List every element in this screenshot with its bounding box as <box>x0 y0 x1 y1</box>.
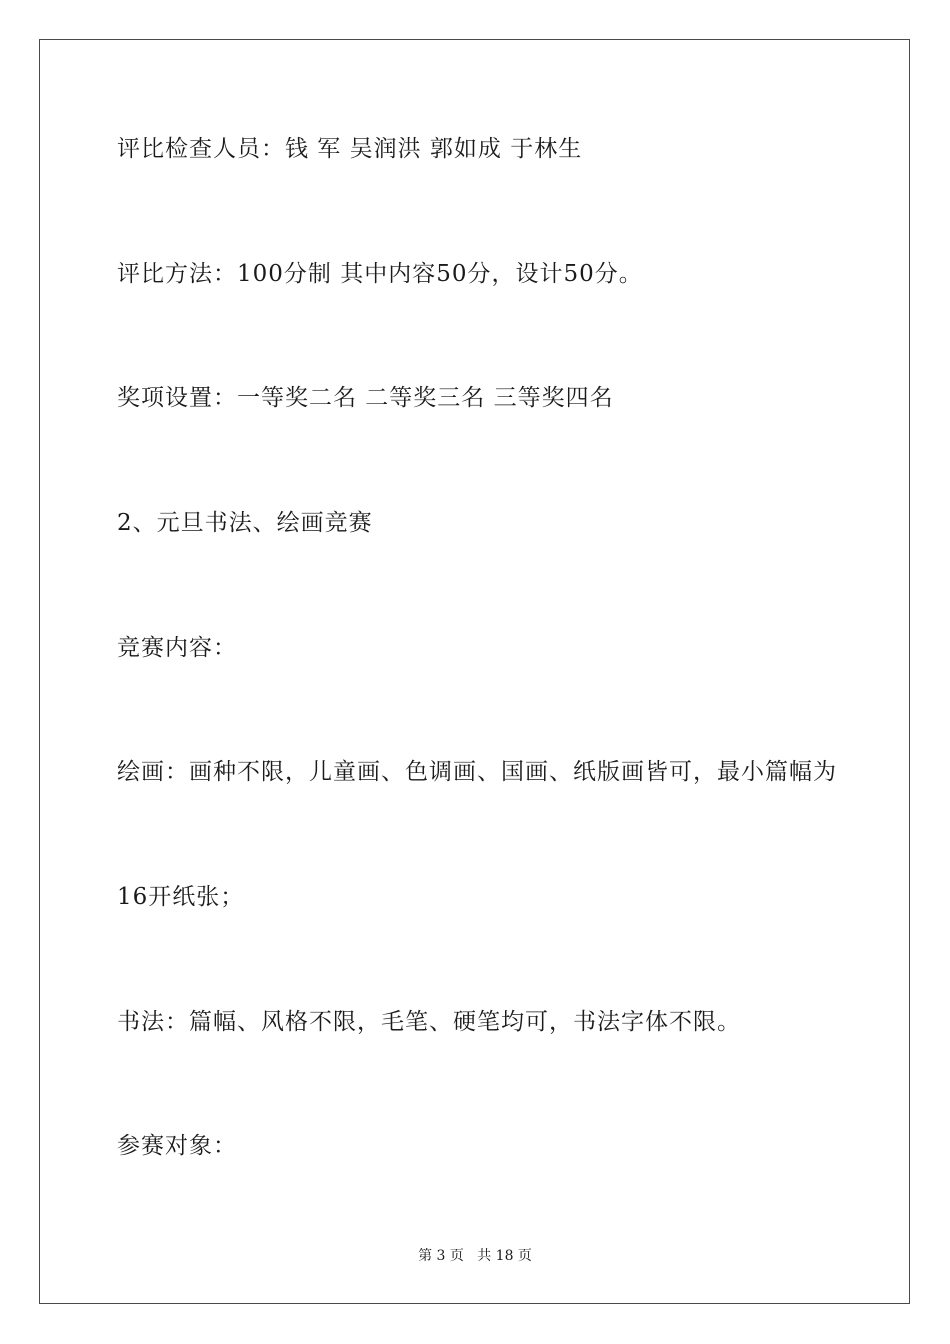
page-border <box>39 39 910 1304</box>
page-number-footer: 第 3 页 共 18 页 <box>418 1248 532 1264</box>
text-line-awards: 奖项设置：一等奖二名 二等奖三名 三等奖四名 <box>117 385 614 411</box>
section-heading-competition: 2、元旦书法、绘画竞赛 <box>117 510 373 536</box>
text-line-painting: 绘画：画种不限，儿童画、色调画、国画、纸版画皆可，最小篇幅为 <box>117 759 837 785</box>
text-line-method: 评比方法：100分制 其中内容50分，设计50分。 <box>117 261 643 287</box>
text-line-content-label: 竞赛内容： <box>117 635 237 661</box>
text-line-inspectors: 评比检查人员：钱 军 吴润洪 郭如成 于林生 <box>117 136 583 162</box>
text-line-calligraphy: 书法：篇幅、风格不限，毛笔、硬笔均可，书法字体不限。 <box>117 1009 741 1035</box>
text-line-paper-size: 16开纸张； <box>117 884 245 910</box>
text-line-participants-label: 参赛对象： <box>117 1133 237 1159</box>
